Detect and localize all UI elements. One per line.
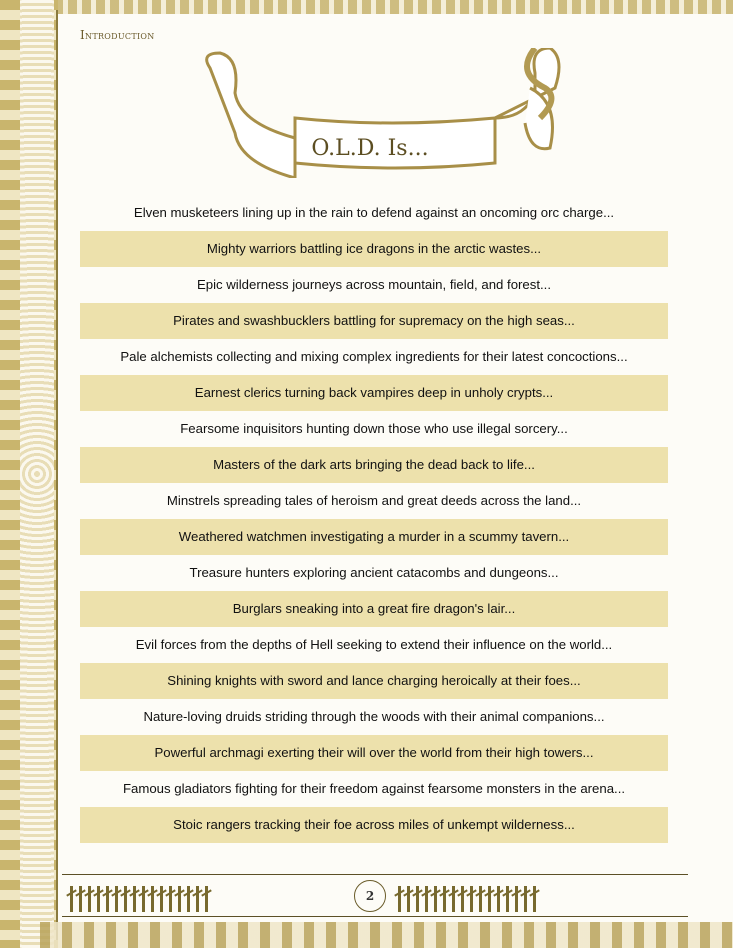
rune-glyph-icon bbox=[79, 886, 82, 912]
rune-glyph-icon bbox=[497, 886, 500, 912]
idea-list bbox=[80, 195, 668, 843]
rune-glyph-icon bbox=[187, 886, 190, 912]
rune-glyph-icon bbox=[115, 886, 118, 912]
rune-glyph-icon bbox=[196, 886, 199, 912]
list-item: Burglars sneaking into a great fire dragon's lair... bbox=[80, 591, 668, 627]
list-item: Elven musketeers lining up in the rain to defend against an oncoming orc charge... bbox=[133, 205, 615, 220]
list-item: Weathered watchmen investigating a murder in a scummy tavern... bbox=[80, 519, 668, 555]
page-number: 2 bbox=[354, 880, 386, 912]
rune-glyph-icon bbox=[133, 886, 136, 912]
rune-glyph-icon bbox=[434, 886, 437, 912]
list-item: Nature-loving druids striding through the woods with their animal companions... bbox=[143, 709, 605, 724]
rune-glyph-icon bbox=[479, 886, 482, 912]
list-item: Evil forces from the depths of Hell seeking to extend their influence on the world... bbox=[135, 637, 613, 652]
rune-glyph-icon bbox=[88, 886, 91, 912]
rune-glyph-icon bbox=[488, 886, 491, 912]
top-border-ornament bbox=[40, 0, 733, 14]
list-item: Epic wilderness journeys across mountain, field, and forest... bbox=[196, 277, 552, 292]
rune-glyph-icon bbox=[398, 886, 401, 912]
left-border-ornament bbox=[0, 0, 58, 948]
rune-glyph-icon bbox=[443, 886, 446, 912]
rune-glyph-icon bbox=[142, 886, 145, 912]
rune-glyph-icon bbox=[524, 886, 527, 912]
list-item: Fearsome inquisitors hunting down those who use illegal sorcery... bbox=[180, 421, 568, 436]
list-item: Pale alchemists collecting and mixing complex ingredients for their latest concoctions... bbox=[120, 349, 628, 364]
runes-right-icon bbox=[398, 882, 536, 912]
list-item: Famous gladiators fighting for their freedom against fearsome monsters in the arena... bbox=[122, 781, 626, 796]
rune-glyph-icon bbox=[151, 886, 154, 912]
section-header: Introduction bbox=[80, 28, 155, 42]
rune-glyph-icon bbox=[425, 886, 428, 912]
rune-glyph-icon bbox=[452, 886, 455, 912]
list-item: Earnest clerics turning back vampires deep in unholy crypts... bbox=[80, 375, 668, 411]
rune-glyph-icon bbox=[533, 886, 536, 912]
rune-glyph-icon bbox=[470, 886, 473, 912]
list-item: Treasure hunters exploring ancient catacombs and dungeons... bbox=[189, 565, 559, 580]
rune-glyph-icon bbox=[515, 886, 518, 912]
rune-glyph-icon bbox=[205, 886, 208, 912]
rune-glyph-icon bbox=[407, 886, 410, 912]
runes-left-icon bbox=[70, 882, 208, 912]
rune-glyph-icon bbox=[506, 886, 509, 912]
rune-glyph-icon bbox=[70, 886, 73, 912]
bottom-border-ornament bbox=[40, 922, 733, 948]
rune-glyph-icon bbox=[124, 886, 127, 912]
list-item: Shining knights with sword and lance charging heroically at their foes... bbox=[80, 663, 668, 699]
page-title: O.L.D. Is... bbox=[311, 136, 429, 161]
list-item: Pirates and swashbucklers battling for supremacy on the high seas... bbox=[80, 303, 668, 339]
border-line bbox=[56, 10, 58, 940]
rune-glyph-icon bbox=[416, 886, 419, 912]
footer-rune-band bbox=[62, 874, 688, 918]
rune-glyph-icon bbox=[106, 886, 109, 912]
rune-glyph-icon bbox=[178, 886, 181, 912]
list-item: Masters of the dark arts bringing the dead back to life... bbox=[80, 447, 668, 483]
list-item: Minstrels spreading tales of heroism and great deeds across the land... bbox=[166, 493, 582, 508]
rune-glyph-icon bbox=[97, 886, 100, 912]
list-item: Powerful archmagi exerting their will over the world from their high towers... bbox=[80, 735, 668, 771]
list-item: Stoic rangers tracking their foe across miles of unkempt wilderness... bbox=[80, 807, 668, 843]
list-item: Mighty warriors battling ice dragons in the arctic wastes... bbox=[80, 231, 668, 267]
rune-glyph-icon bbox=[160, 886, 163, 912]
rune-glyph-icon bbox=[169, 886, 172, 912]
rune-glyph-icon bbox=[461, 886, 464, 912]
